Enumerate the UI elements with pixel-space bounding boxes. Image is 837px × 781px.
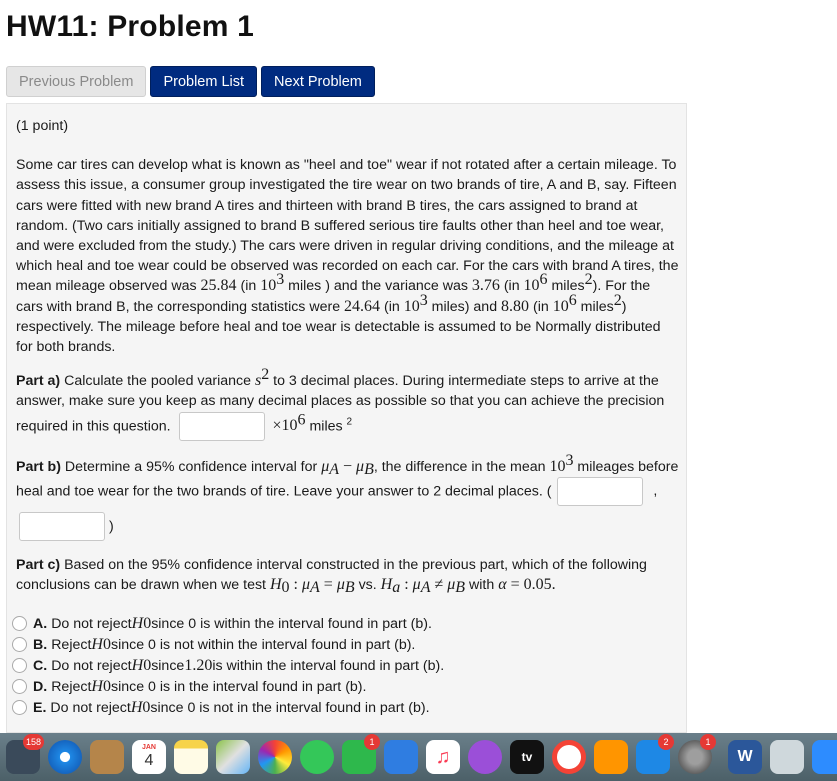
choice-b[interactable]: B. Reject H 0 since 0 is not within the interval found in part (b). — [12, 634, 680, 655]
music-icon[interactable]: ♫ — [426, 740, 460, 774]
choice-d-radio[interactable] — [12, 679, 27, 694]
launchpad-icon[interactable] — [6, 737, 41, 774]
choice-c[interactable]: C. Do not reject H 0 since 1.20 is within the interval found in part (b). — [12, 655, 680, 676]
news-icon[interactable] — [552, 740, 586, 774]
next-problem-button[interactable]: Next Problem — [261, 66, 375, 97]
calendar-icon[interactable]: JAN 4 — [132, 740, 166, 774]
maps-icon[interactable] — [216, 740, 250, 774]
part-b-second-line: ) — [19, 512, 680, 541]
preview-icon[interactable] — [770, 740, 804, 774]
messages-icon[interactable] — [300, 740, 334, 774]
system-preferences-icon[interactable] — [678, 737, 712, 774]
podcasts-icon[interactable] — [468, 740, 502, 774]
problem-points: (1 point) — [16, 118, 69, 134]
previous-problem-button[interactable]: Previous Problem — [6, 66, 146, 97]
notes-icon[interactable] — [174, 740, 208, 774]
choice-a[interactable]: A. Do not reject H 0 since 0 is within the interval found in part (b). — [12, 613, 680, 634]
keynote-icon[interactable] — [384, 740, 418, 774]
facetime-icon[interactable] — [342, 737, 376, 774]
ci-upper-input[interactable] — [19, 512, 105, 541]
books-icon[interactable] — [594, 740, 628, 774]
problem-navigation — [6, 66, 375, 97]
launchpad-badge: 158 — [23, 734, 44, 750]
part-a: Part a) Calculate the pooled variance $s^2$ to 3 decimal places. During intermediate steps to arrive at the answer, make sure you keep as many decimal places as possible so that you can achieve the precision required in this question. $\times 10^6$ miles $^2$ — [16, 371, 680, 440]
page-title: HW11: Problem 1 — [6, 10, 255, 43]
system-preferences-badge: 1 — [700, 734, 716, 750]
contacts-icon[interactable] — [90, 740, 124, 774]
safari-icon[interactable] — [48, 740, 82, 774]
choice-b-radio[interactable] — [12, 637, 27, 652]
app-store-icon[interactable] — [636, 737, 670, 774]
problem-panel — [6, 103, 687, 733]
apple-tv-icon[interactable]: tv — [510, 740, 544, 774]
facetime-badge: 1 — [364, 734, 380, 750]
photos-icon[interactable] — [258, 740, 292, 774]
answer-choices — [16, 613, 680, 718]
pooled-variance-input[interactable] — [179, 412, 265, 441]
ci-lower-input[interactable] — [557, 477, 643, 506]
part-b: Part b) Determine a 95% confidence interval for $\mu_A - \mu_B$, the difference in the mean $10^3$ mileages before heal and toe wear for the two brands of tire. Leave your answer to 2 decimal places. ( , — [16, 457, 680, 506]
word-icon[interactable]: W — [728, 740, 762, 774]
part-c: Part c) Based on the 95% confidence interval constructed in the previous part, which of the following conclusions can be drawn when we test $H_0$ : $\mu_A = \mu_B$ vs. $H_a$ : $\mu_A \ne \mu_B$ with α = 0.05. — [16, 556, 647, 597]
problem-body — [16, 116, 680, 718]
choice-d[interactable]: D. Reject H 0 since 0 is in the interval found in part (b). — [12, 676, 680, 697]
zoom-icon[interactable] — [812, 740, 837, 774]
problem-intro: Some car tires can develop what is known as "heel and toe" wear if not rotated after a certain mileage. To assess this issue, a consumer group investigated the tire wear on two brands of tire, A and B, say. Fifteen cars were fitted with new brand A tires and thirteen with brand B tires, the cars assigned to brand at random. (Two cars initially assigned to brand B suffered serious tire faults other than heel and toe wear, and were excluded from the study.) The cars were driven in regular driving conditions, and the mileage at which heal and toe wear could be observed was recorded on each car. For the cars with brand A tires, the mean mileage observed was 25.84 (in $10^3$ miles ) and the variance was 3.76 (in $10^6$ miles$^2$). For the cars with brand B, the corresponding statistics were 24.64 (in $10^3$ miles) and 8.80 (in $10^6$ miles$^2$) respectively. The mileage before heal and toe wear is detectable is assumed to be Normally distributed for both brands. — [16, 157, 679, 356]
choice-e-radio[interactable] — [12, 700, 27, 715]
app-store-badge: 2 — [658, 734, 674, 750]
problem-list-button[interactable]: Problem List — [150, 66, 257, 97]
choice-e[interactable]: E. Do not reject H 0 since 0 is not in the interval found in part (b). — [12, 697, 680, 718]
choice-c-radio[interactable] — [12, 658, 27, 673]
choice-a-radio[interactable] — [12, 616, 27, 631]
macos-dock — [0, 733, 837, 781]
